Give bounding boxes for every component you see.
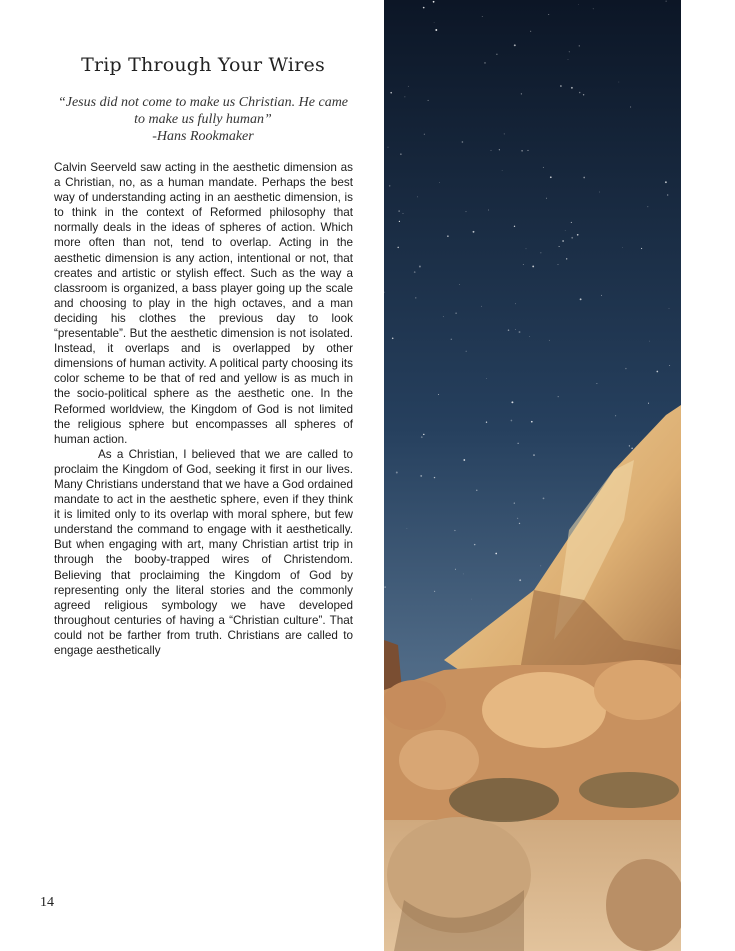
star xyxy=(649,341,650,342)
star xyxy=(471,599,472,600)
star xyxy=(515,303,516,304)
star xyxy=(514,226,515,227)
star xyxy=(579,92,581,94)
star xyxy=(583,177,585,179)
star xyxy=(389,185,390,186)
star xyxy=(531,421,533,423)
star xyxy=(424,134,425,135)
star xyxy=(558,264,559,265)
star xyxy=(566,258,567,259)
star xyxy=(571,87,573,89)
star xyxy=(571,237,573,239)
star xyxy=(541,253,542,254)
star xyxy=(578,4,579,5)
star xyxy=(415,297,416,298)
star xyxy=(405,97,406,98)
star xyxy=(618,82,619,83)
shrub xyxy=(449,778,559,822)
star xyxy=(641,248,642,249)
star xyxy=(630,106,631,107)
star xyxy=(447,235,449,237)
star xyxy=(463,574,464,575)
star xyxy=(408,86,409,87)
star xyxy=(462,141,464,143)
star xyxy=(403,213,404,214)
star xyxy=(511,401,513,403)
star xyxy=(580,298,582,300)
star xyxy=(529,336,530,337)
star xyxy=(518,443,519,444)
star xyxy=(459,284,460,285)
star xyxy=(496,54,497,55)
star xyxy=(397,247,399,249)
star xyxy=(392,338,394,340)
star xyxy=(514,502,515,503)
shrub xyxy=(579,772,679,808)
night-sky-rock-photo xyxy=(384,0,681,951)
star xyxy=(599,192,600,193)
star xyxy=(399,211,400,212)
star xyxy=(502,170,503,171)
star xyxy=(423,7,425,9)
photo-illustration xyxy=(384,0,681,951)
quote-attribution: -Hans Rookmaker xyxy=(152,129,254,144)
boulder-far-left xyxy=(384,680,446,730)
star xyxy=(504,133,505,134)
quote-line-1: “Jesus did not come to make us Christian. He came xyxy=(57,95,349,110)
star xyxy=(454,530,455,531)
star xyxy=(388,147,389,148)
epigraph-quote xyxy=(54,94,352,145)
star xyxy=(484,62,486,64)
star xyxy=(622,247,623,248)
star xyxy=(666,1,667,2)
article-title: Trip Through Your Wires xyxy=(81,54,325,76)
star xyxy=(648,403,649,404)
star xyxy=(407,528,408,529)
star xyxy=(530,31,531,32)
star xyxy=(615,415,616,416)
star xyxy=(629,445,630,446)
star xyxy=(451,339,452,340)
star xyxy=(439,182,440,183)
star xyxy=(495,553,497,555)
star xyxy=(420,475,422,477)
star xyxy=(549,340,550,341)
star xyxy=(473,231,475,233)
star xyxy=(417,197,418,198)
star xyxy=(514,44,516,46)
star xyxy=(491,150,492,151)
article-body xyxy=(54,160,353,658)
star xyxy=(560,85,562,87)
star xyxy=(519,331,521,333)
star xyxy=(474,544,475,545)
star xyxy=(665,181,667,183)
star xyxy=(559,246,560,247)
star xyxy=(396,472,398,474)
star xyxy=(550,176,552,178)
star xyxy=(515,329,516,330)
star xyxy=(434,591,435,592)
star xyxy=(423,434,424,435)
star xyxy=(667,194,668,195)
paragraph-1: Calvin Seerveld saw acting in the aesthetic dimension as a Christian, no, as a human mandate. Perhaps the best way of understanding acting in an aesthetic dimension, is to think in the context of Reformed philosophy that normally deals in the ideas of spheres of action. Which more often than not, tend to overlap. Acting in the aesthetic dimension is any action, intentional or not, that creates and artistic or stylish effect. Such as the way a classroom is organized, a bass player going up the scale and choosing to play in the high octaves, and a man deciding his clothes the previous day to look “presentable”. But the aesthetic dimension is not isolated. Instead, it overlaps and is overlapped by other dimensions of human activity. A political party choosing its color scheme to be that of red and yellow is as much in the socio-political sphere as the aesthetic one. In the Reformed worldview, the Kingdom of God is not limited the religious sphere but encompasses all spheres of human action. xyxy=(54,161,353,446)
star xyxy=(511,420,513,422)
star xyxy=(488,210,489,211)
star xyxy=(486,422,487,423)
star xyxy=(656,371,658,373)
star xyxy=(558,396,559,397)
star xyxy=(625,368,626,369)
star xyxy=(455,313,456,314)
star xyxy=(546,198,547,199)
star xyxy=(508,329,510,331)
star xyxy=(390,92,392,94)
star xyxy=(384,586,385,587)
star xyxy=(596,383,597,384)
star xyxy=(486,378,487,379)
star xyxy=(443,316,444,317)
star xyxy=(669,308,670,309)
star xyxy=(647,206,648,207)
star xyxy=(466,351,467,352)
quote-line-2: to make us fully human” xyxy=(134,112,272,127)
star xyxy=(526,248,527,249)
boulder-left xyxy=(399,730,479,790)
star xyxy=(562,240,564,242)
star xyxy=(434,22,435,23)
star xyxy=(421,436,423,438)
star xyxy=(465,211,466,212)
star xyxy=(523,264,524,265)
star xyxy=(481,306,482,307)
star xyxy=(434,477,435,478)
star xyxy=(571,222,572,223)
boulder-right xyxy=(594,660,681,720)
star xyxy=(601,295,602,296)
star xyxy=(579,45,580,46)
star xyxy=(435,29,437,31)
star xyxy=(521,150,523,152)
star xyxy=(433,1,435,3)
star xyxy=(565,230,566,231)
star xyxy=(519,523,520,524)
star xyxy=(568,59,569,60)
star xyxy=(669,365,670,366)
boulder-center xyxy=(482,672,606,748)
star xyxy=(517,518,518,519)
star xyxy=(399,221,400,222)
star xyxy=(548,14,549,15)
star xyxy=(593,8,594,9)
star xyxy=(428,100,429,101)
star xyxy=(577,234,579,236)
star xyxy=(543,167,544,168)
star xyxy=(455,569,456,570)
star xyxy=(569,51,570,52)
star xyxy=(463,459,465,461)
star xyxy=(476,490,477,491)
star xyxy=(631,448,633,450)
paragraph-2: As a Christian, I believed that we are called to proclaim the Kingdom of God, seeking it first in our lives. Many Christians understand that we have a God ordained mandate to act in the aesthetic sphere, even if they think it is limited only to its overlap with moral sphere, but few understand the command to engage with it aesthetically. But when engaging with art, many Christian artist trip in through the booby-trapped wires of Christendom. Believing that proclaiming the Kingdom of God by representing only the literal stories and the commonly agreed religious symbology we have developed throughout centuries of having a “Christian culture”. That could not be farther from truth. Christians are called to engage aesthetically xyxy=(54,447,353,657)
star xyxy=(482,16,483,17)
star xyxy=(583,94,584,95)
star xyxy=(533,454,534,455)
star xyxy=(414,271,416,273)
star xyxy=(400,153,401,154)
star xyxy=(519,579,521,581)
star xyxy=(532,265,534,267)
page-number: 14 xyxy=(40,895,54,910)
star xyxy=(543,498,545,500)
star xyxy=(438,394,439,395)
star xyxy=(499,149,500,150)
star xyxy=(521,93,522,94)
star xyxy=(527,150,528,151)
star xyxy=(419,266,421,268)
star xyxy=(540,566,541,567)
